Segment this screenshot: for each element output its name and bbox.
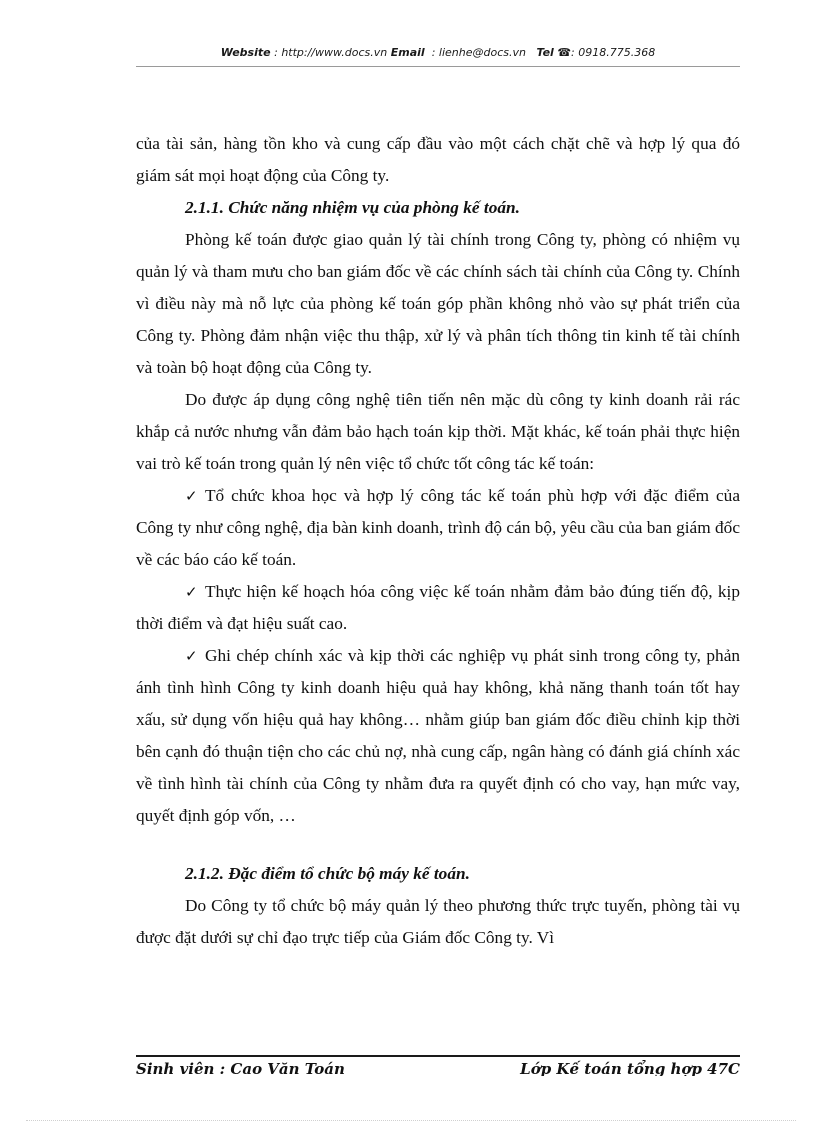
phone-icon: ☎ (557, 46, 572, 59)
footer-divider (136, 1055, 740, 1057)
page-footer (136, 1060, 740, 1076)
paragraph-technology: Do được áp dụng công nghệ tiên tiến nên mặc dù công ty kinh doanh rải rác khắp cả nước nhưng vẫn đảm bảo hạch toán kịp thời. Mặt khác, kế toán phải thực hiện vai trò kế toán trong quản lý nên việc tổ chức tốt công tác kế toán: (136, 390, 740, 473)
section-spacer (136, 832, 740, 858)
bullet-item-3 (136, 640, 740, 832)
checkmark-icon: ✓ (185, 487, 198, 505)
page-header (136, 46, 740, 59)
bullet-text-3: Ghi chép chính xác và kịp thời các nghiệp vụ phát sinh trong công ty, phản ánh tình hình Công ty kinh doanh hiệu quả hay không, khả năng thanh toán tốt hay xấu, sử dụng vốn hiệu quả hay không… nhằm giúp ban giám đốc điều chỉnh kịp thời bên cạnh đó thuận tiện cho các chủ nợ, nhà cung cấp, ngân hàng có đánh giá chính xác về tình hình tài chính của Công ty nhằm đưa ra quyết định có cho vay, hạn mức vay, quyết định góp vốn, … (136, 646, 740, 825)
email-address[interactable]: lienhe@docs.vn (438, 46, 526, 59)
website-separator: : (270, 46, 282, 59)
checkmark-icon: ✓ (185, 583, 198, 601)
checkmark-icon: ✓ (185, 647, 198, 665)
page-bottom-edge (26, 1120, 796, 1121)
tel-label: Tel (536, 46, 554, 59)
header-divider (136, 66, 740, 67)
bullet-text-1: Tổ chức khoa học và hợp lý công tác kế toán phù hợp với đặc điểm của Công ty như công nghệ, địa bàn kinh doanh, trình độ cán bộ, yêu cầu của ban giám đốc về các báo cáo kế toán. (136, 486, 740, 569)
bullet-item-2 (136, 576, 740, 640)
website-label: Website (220, 46, 271, 59)
bullet-item-1 (136, 480, 740, 576)
paragraph-structure: Do Công ty tổ chức bộ máy quản lý theo phương thức trực tuyến, phòng tài vụ được đặt dưới sự chỉ đạo trực tiếp của Giám đốc Công ty. Vì (136, 896, 740, 947)
email-separator: : (428, 46, 439, 59)
footer-class: Lớp Kế toán tổng hợp 47C (520, 1060, 740, 1076)
website-url[interactable]: http://www.docs.vn (281, 46, 388, 59)
email-label: Email (390, 46, 425, 59)
heading-2-1-2: 2.1.2. Đặc điểm tổ chức bộ máy kế toán. (185, 864, 470, 883)
heading-2-1-1: 2.1.1. Chức năng nhiệm vụ của phòng kế toán. (185, 198, 520, 217)
bullet-text-2: Thực hiện kế hoạch hóa công việc kế toán nhằm đảm bảo đúng tiến độ, kịp thời điểm và đạt hiệu suất cao. (136, 582, 740, 633)
tel-number: : 0918.775.368 (571, 46, 656, 59)
paragraph-function: Phòng kế toán được giao quản lý tài chính trong Công ty, phòng có nhiệm vụ quản lý và tham mưu cho ban giám đốc về các chính sách tài chính của Công ty. Chính vì điều này mà nỗ lực của phòng kế toán góp phần không nhỏ vào sự phát triển của Công ty. Phòng đảm nhận việc thu thập, xử lý và phân tích thông tin kinh tế tài chính và toàn bộ hoạt động của Công ty. (136, 230, 740, 377)
document-body (136, 128, 740, 954)
paragraph-intro: của tài sản, hàng tồn kho và cung cấp đầu vào một cách chặt chẽ và hợp lý qua đó giám sát mọi hoạt động của Công ty. (136, 134, 740, 185)
footer-student: Sinh viên : Cao Văn Toán (136, 1060, 345, 1076)
